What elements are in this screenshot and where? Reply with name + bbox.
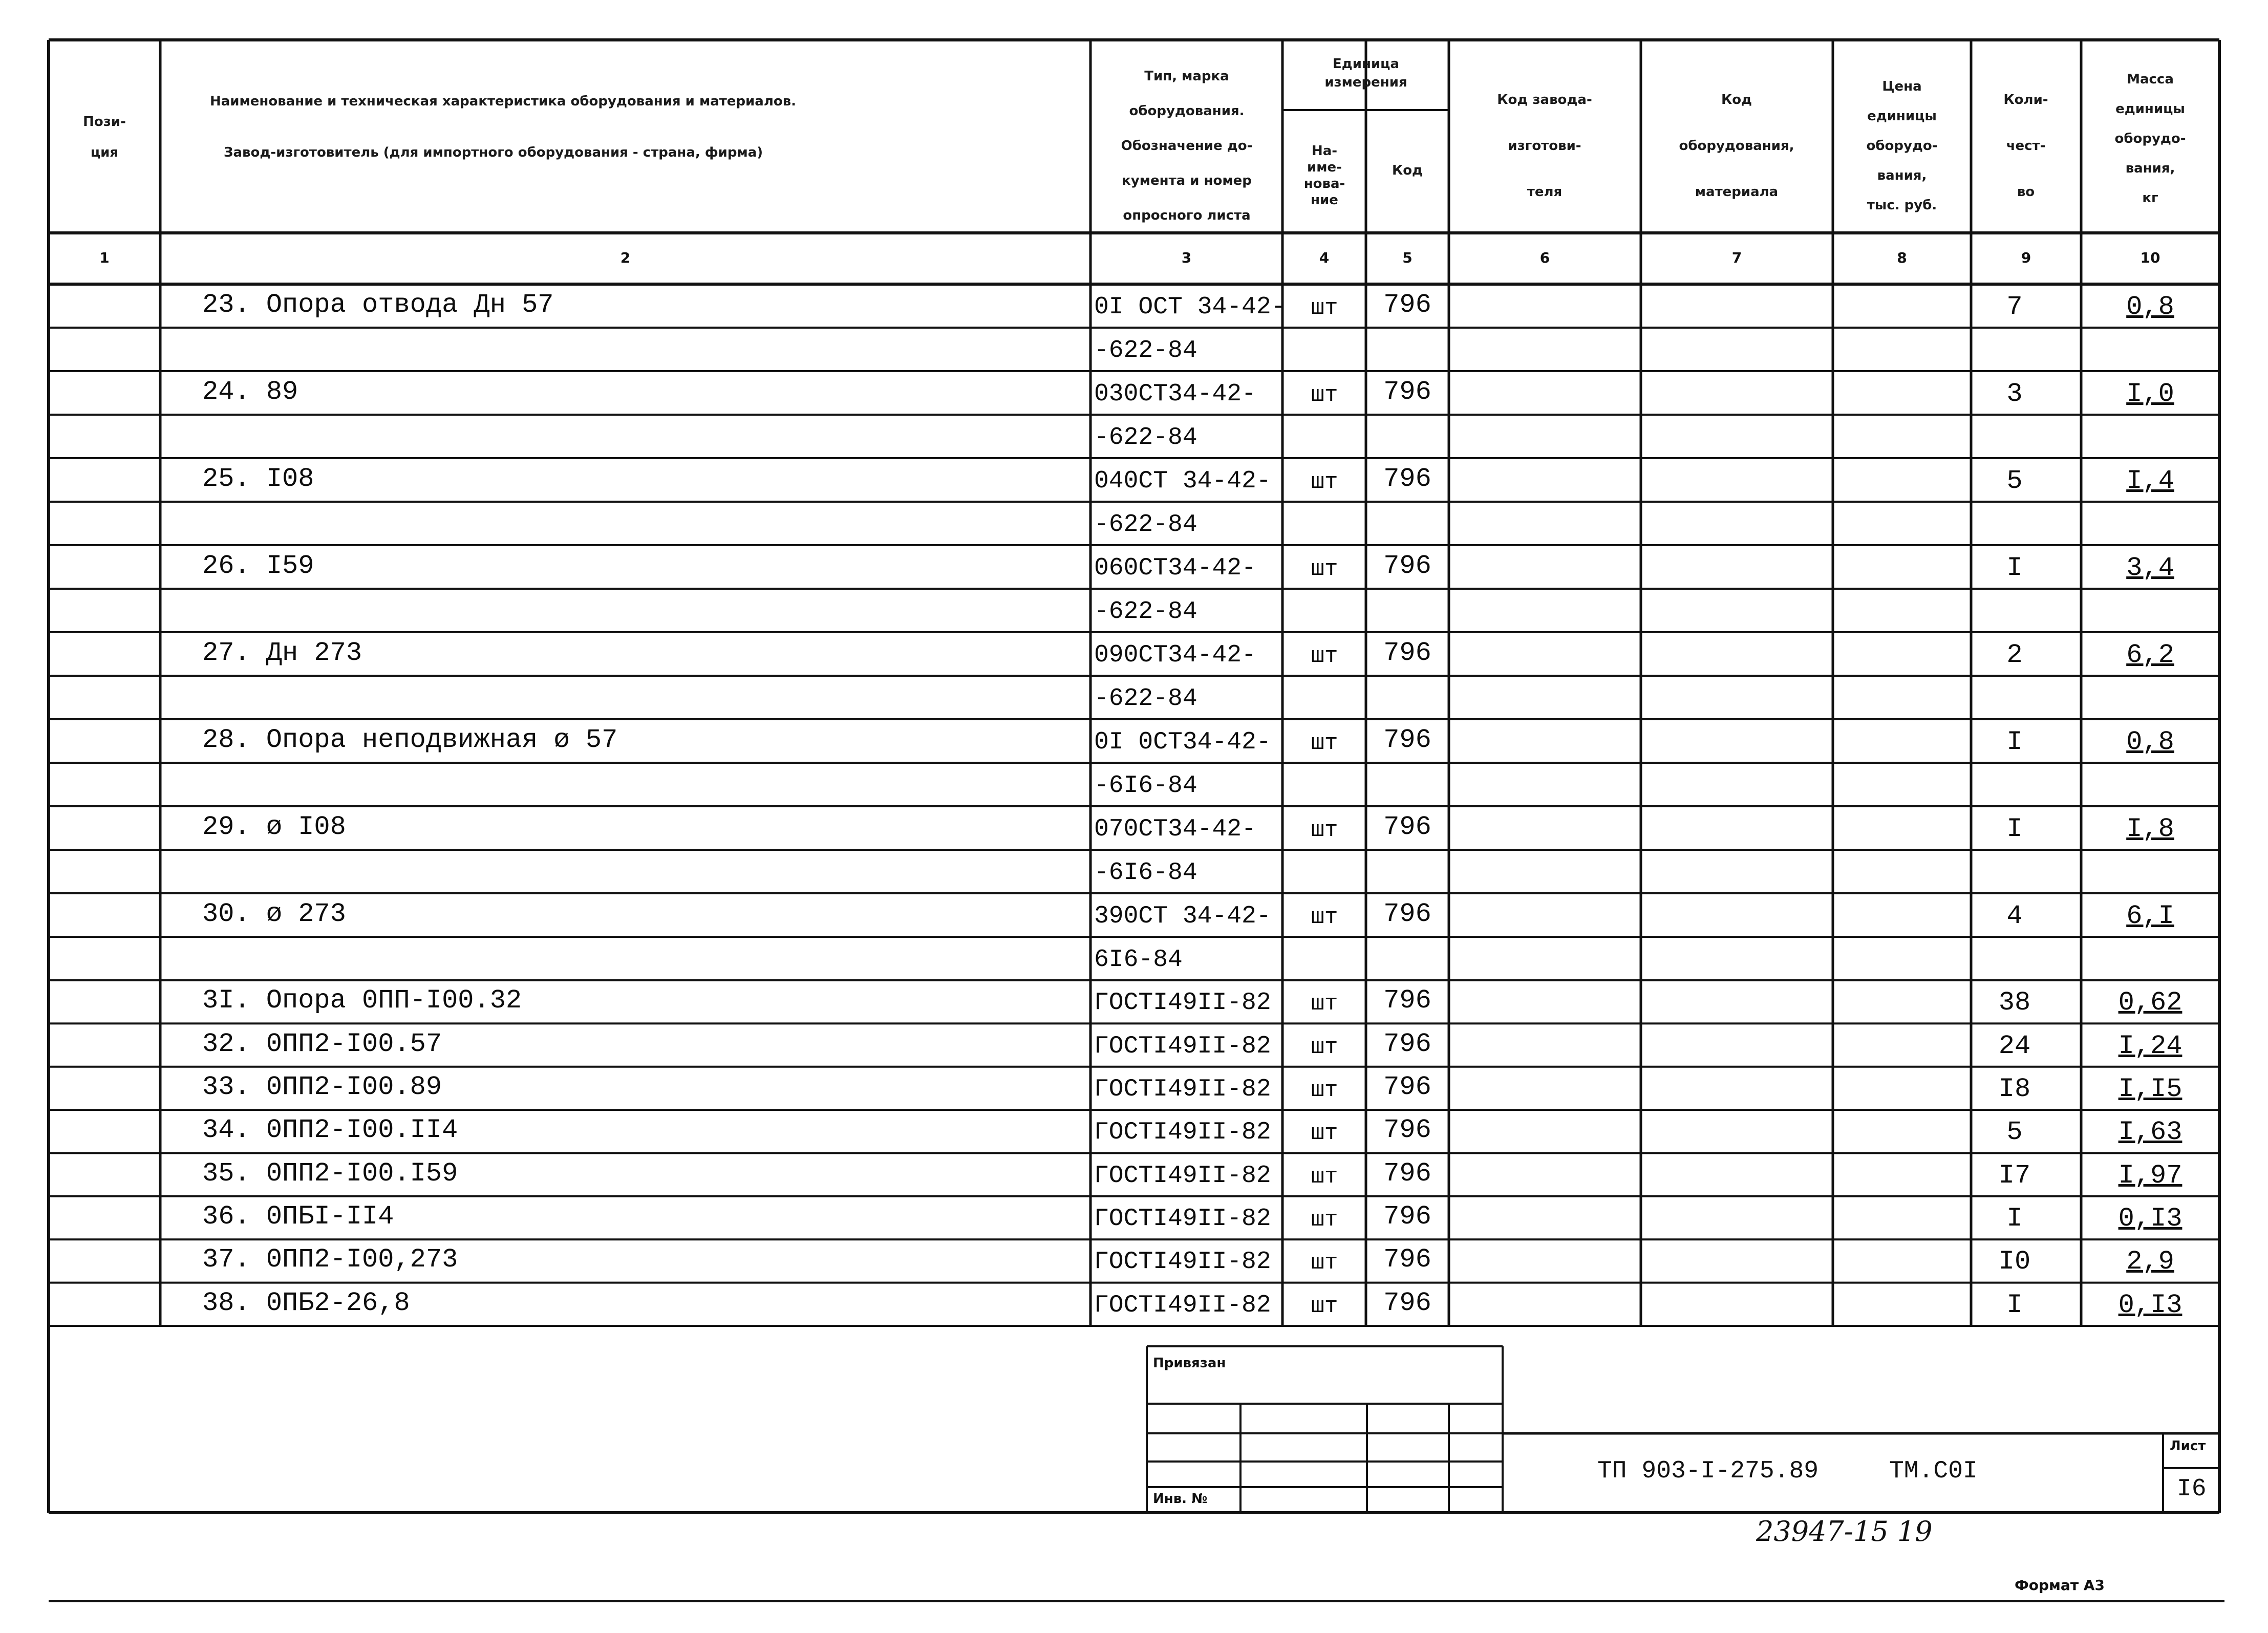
header-position-line: Пози- [83,114,126,130]
item-type-doc: ГОСТI49II-82 [1094,1162,1271,1190]
header-price-line: вания, [1877,168,1927,183]
item-unit-code: 796 [1383,985,1431,1016]
item-unit: шт [1311,991,1338,1017]
column-number: 3 [1181,249,1192,266]
header-factory-code-line: изготови- [1508,138,1581,154]
item-name: 34. 0ПП2-I00.II4 [202,1115,458,1146]
doc-suffix: ТМ.С0I [1889,1457,1978,1485]
header-type-line: Обозначение до- [1121,138,1253,154]
header-name-line2: Завод-изготовитель (для импортного оборудования - страна, фирма) [224,145,763,160]
item-unit: шт [1311,1121,1338,1147]
item-unit-code: 796 [1383,463,1431,494]
header-type-line: опросного листа [1123,208,1251,223]
header-unit-name-line: ние [1311,192,1338,208]
item-unit-code: 796 [1383,898,1431,929]
item-quantity: 5 [2006,465,2023,496]
item-quantity: 24 [1998,1030,2031,1061]
item-mass: I,8 [2126,813,2174,844]
header-type-line: кумента и номер [1122,173,1252,188]
item-unit-code: 796 [1383,376,1431,407]
item-type-doc: -622-84 [1094,684,1197,713]
item-unit: шт [1311,382,1338,408]
column-number: 7 [1731,249,1742,266]
column-number: 2 [620,249,631,266]
header-mass-line: Масса [2127,72,2174,87]
item-type-doc: -6I6-84 [1094,771,1197,800]
item-unit: шт [1311,904,1338,930]
item-unit-code: 796 [1383,1115,1431,1146]
item-quantity: 7 [2006,291,2023,322]
item-name: 36. 0ПБI-II4 [202,1201,394,1232]
item-unit: шт [1311,817,1338,843]
item-unit: шт [1311,643,1338,669]
header-equipment-code-line: Код [1721,92,1752,108]
handwritten-inventory-number: 23947-15 19 [1756,1515,1933,1548]
item-type-doc: 390СТ 34-42- [1094,902,1271,930]
item-unit-code: 796 [1383,811,1431,842]
item-type-doc: 0I ОСТ 34-42- [1094,293,1286,321]
item-type-doc: ГОСТI49II-82 [1094,1248,1271,1276]
header-mass-line: кг [2142,190,2158,206]
header-equipment-code-line: материала [1695,184,1779,200]
item-mass: 3,4 [2126,552,2174,583]
item-name: 23. Опора отвода Дн 57 [202,289,554,320]
item-quantity: I8 [1998,1073,2031,1104]
header-unit-code: Код [1392,163,1423,178]
item-unit-code: 796 [1383,637,1431,668]
header-unit-name-line: име- [1307,160,1342,175]
item-type-doc: ГОСТI49II-82 [1094,1291,1271,1319]
header-mass-line: вания, [2125,161,2175,176]
item-quantity: 3 [2006,378,2023,409]
item-quantity: I0 [1998,1247,2031,1277]
item-type-doc: ГОСТI49II-82 [1094,989,1271,1017]
item-type-doc: 040СТ 34-42- [1094,467,1271,495]
item-type-doc: 060СТ34-42- [1094,554,1256,582]
item-mass: 0,I3 [2118,1204,2183,1234]
item-name: 26. I59 [202,550,314,581]
item-quantity: I7 [1998,1160,2031,1191]
item-quantity: 4 [2006,900,2023,931]
stamp-privyazan: Привязан [1153,1356,1226,1371]
header-price-line: оборудо- [1866,138,1938,154]
header-type-line: оборудования. [1129,103,1245,119]
item-unit: шт [1311,730,1338,756]
item-mass: 0,8 [2126,726,2174,757]
item-unit-code: 796 [1383,1287,1431,1318]
item-type-doc: 030СТ34-42- [1094,380,1256,408]
item-name: 37. 0ПП2-I00,273 [202,1244,458,1275]
sheet-format: Формат А3 [2015,1577,2105,1594]
item-unit-code: 796 [1383,1158,1431,1189]
item-type-doc: -622-84 [1094,510,1197,539]
item-type-doc: 6I6-84 [1094,946,1183,974]
item-unit: шт [1311,1164,1338,1190]
header-unit-name-line: На- [1311,143,1338,159]
header-unit-group-line: Единица [1333,56,1399,72]
header-price-line: Цена [1882,79,1922,94]
item-mass: 0,62 [2118,987,2183,1018]
doc-code: ТП 903-I-275.89 [1597,1457,1819,1485]
column-number: 5 [1402,249,1413,266]
item-mass: 0,8 [2126,291,2174,322]
column-number: 8 [1897,249,1907,266]
column-number: 6 [1539,249,1550,266]
item-mass: 0,I3 [2118,1290,2183,1320]
item-name: 25. I08 [202,463,314,494]
item-type-doc: -622-84 [1094,597,1197,626]
item-type-doc: ГОСТI49II-82 [1094,1205,1271,1233]
header-position-line: ция [90,145,119,160]
item-name: 3I. Опора 0ПП-I00.32 [202,985,522,1016]
item-type-doc: 0I 0СТ34-42- [1094,728,1271,756]
header-price-line: единицы [1867,109,1937,124]
item-type-doc: 070СТ34-42- [1094,815,1256,843]
item-name: 24. 89 [202,376,298,407]
item-mass: I,97 [2118,1160,2183,1191]
item-name: 28. Опора неподвижная ø 57 [202,724,618,755]
item-mass: I,4 [2126,465,2174,496]
item-type-doc: -6I6-84 [1094,858,1197,887]
item-mass: I,I5 [2118,1073,2183,1104]
item-name: 27. Дн 273 [202,637,362,668]
item-name: 35. 0ПП2-I00.I59 [202,1158,458,1189]
item-quantity: I [2006,813,2023,844]
item-unit: шт [1311,469,1338,495]
item-unit-code: 796 [1383,550,1431,581]
item-type-doc: ГОСТI49II-82 [1094,1032,1271,1060]
header-name-line1: Наименование и техническая характеристика оборудования и материалов. [210,94,797,109]
item-name: 32. 0ПП2-I00.57 [202,1028,442,1059]
column-number: 4 [1319,249,1330,266]
item-name: 38. 0ПБ2-26,8 [202,1287,410,1318]
item-unit: шт [1311,1293,1338,1319]
item-type-doc: ГОСТI49II-82 [1094,1119,1271,1147]
item-unit: шт [1311,1250,1338,1276]
header-mass-line: оборудо- [2114,131,2186,146]
item-unit: шт [1311,295,1338,321]
item-unit: шт [1311,1207,1338,1233]
header-price-line: тыс. руб. [1867,198,1937,213]
item-quantity: I [2006,726,2023,757]
column-number: 10 [2140,249,2160,266]
header-quantity-line: чест- [2006,138,2046,154]
item-type-doc: -622-84 [1094,423,1197,452]
header-factory-code-line: Код завода- [1497,92,1592,108]
item-unit: шт [1311,1077,1338,1103]
item-name: 33. 0ПП2-I00.89 [202,1071,442,1102]
item-unit-code: 796 [1383,1244,1431,1275]
item-unit: шт [1311,1034,1338,1060]
item-mass: I,24 [2118,1030,2183,1061]
stamp-inv-no: Инв. № [1153,1491,1208,1507]
list-label: Лист [2170,1438,2206,1454]
item-quantity: 2 [2006,639,2023,670]
item-unit-code: 796 [1383,1028,1431,1059]
header-quantity-line: Коли- [2003,92,2048,108]
item-mass: 6,I [2126,900,2174,931]
item-quantity: 38 [1998,987,2031,1018]
item-quantity: I [2006,1290,2023,1320]
column-number: 9 [2021,249,2031,266]
item-unit-code: 796 [1383,1071,1431,1102]
item-unit-code: 796 [1383,289,1431,320]
item-quantity: 5 [2006,1117,2023,1148]
header-unit-name-line: нова- [1303,176,1345,191]
item-unit-code: 796 [1383,1201,1431,1232]
header-equipment-code-line: оборудования, [1679,138,1794,154]
item-type-doc: -622-84 [1094,336,1197,364]
item-mass: I,63 [2118,1117,2183,1148]
header-mass-line: единицы [2115,101,2185,117]
item-name: 29. ø I08 [202,811,346,842]
item-quantity: I [2006,552,2023,583]
header-quantity-line: во [2017,184,2035,200]
item-quantity: I [2006,1204,2023,1234]
item-type-doc: 090СТ34-42- [1094,641,1256,669]
item-type-doc: ГОСТI49II-82 [1094,1075,1271,1103]
header-type-line: Тип, марка [1144,69,1229,84]
column-number: 1 [99,249,110,266]
item-mass: I,0 [2126,378,2174,409]
list-number: I6 [2177,1475,2207,1503]
item-unit-code: 796 [1383,724,1431,755]
item-name: 30. ø 273 [202,898,346,929]
header-unit-group-line: измерения [1324,75,1407,90]
header-factory-code-line: теля [1527,184,1563,200]
item-unit: шт [1311,556,1338,582]
item-mass: 6,2 [2126,639,2174,670]
item-mass: 2,9 [2126,1247,2174,1277]
